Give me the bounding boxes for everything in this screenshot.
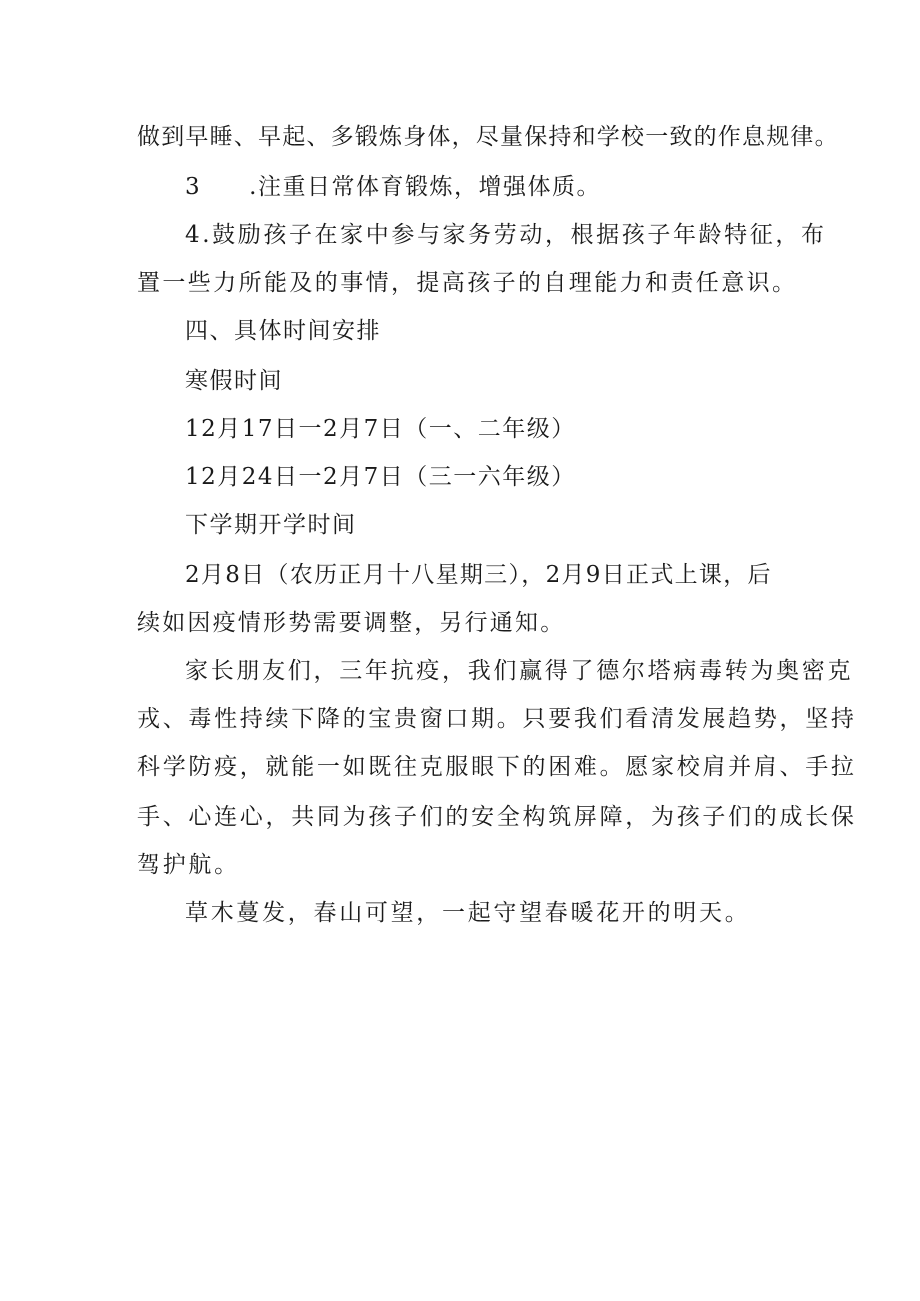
paragraph-routine-end: 做到早睡、早起、多锻炼身体，尽量保持和学校一致的作息规律。 [137,124,839,150]
list-item-4-line-1: 4.鼓励孩子在家中参与家务劳动，根据孩子年龄特征，布 [185,222,827,248]
schedule-grade-1-2: 12月17日一2月7日（一、二年级） [185,416,576,442]
list-item-4-line-2: 置一些力所能及的事情，提高孩子的自理能力和责任意识。 [137,270,798,296]
next-term-line-2: 续如因疫情形势需要调整，另行通知。 [137,610,566,636]
list-item-3 [185,176,601,199]
subheading-next-term: 下学期开学时间 [185,512,357,538]
closing-paragraph-line-5: 驾护航。 [137,852,240,878]
closing-paragraph-line-3: 科学防疫，就能一如既往克服眼下的困难。愿家校肩并肩、手拉 [137,754,857,780]
closing-paragraph-line-4: 手、心连心，共同为孩子们的安全构筑屏障，为孩子们的成长保 [137,804,857,830]
schedule-grade-3-6: 12月24日一2月7日（三一六年级） [185,464,576,490]
list-number-3: 3 [185,174,202,200]
next-term-line-1: 2月8日（农历正月十八星期三），2月9日正式上课，后 [185,562,772,588]
closing-paragraph-line-2: 戎、毒性持续下降的宝贵窗口期。只要我们看清发展趋势，坚持 [137,706,857,732]
closing-paragraph-line-1: 家长朋友们，三年抗疫，我们赢得了德尔塔病毒转为奥密克 [185,658,854,684]
subheading-winter-break: 寒假时间 [185,368,283,394]
final-sentence: 草木蔓发，春山可望，一起守望春暖花开的明天。 [185,900,751,926]
section-heading-schedule: 四、具体时间安排 [185,318,381,344]
list-item-3-text: .注重日常体育锻炼，增强体质。 [249,174,601,200]
